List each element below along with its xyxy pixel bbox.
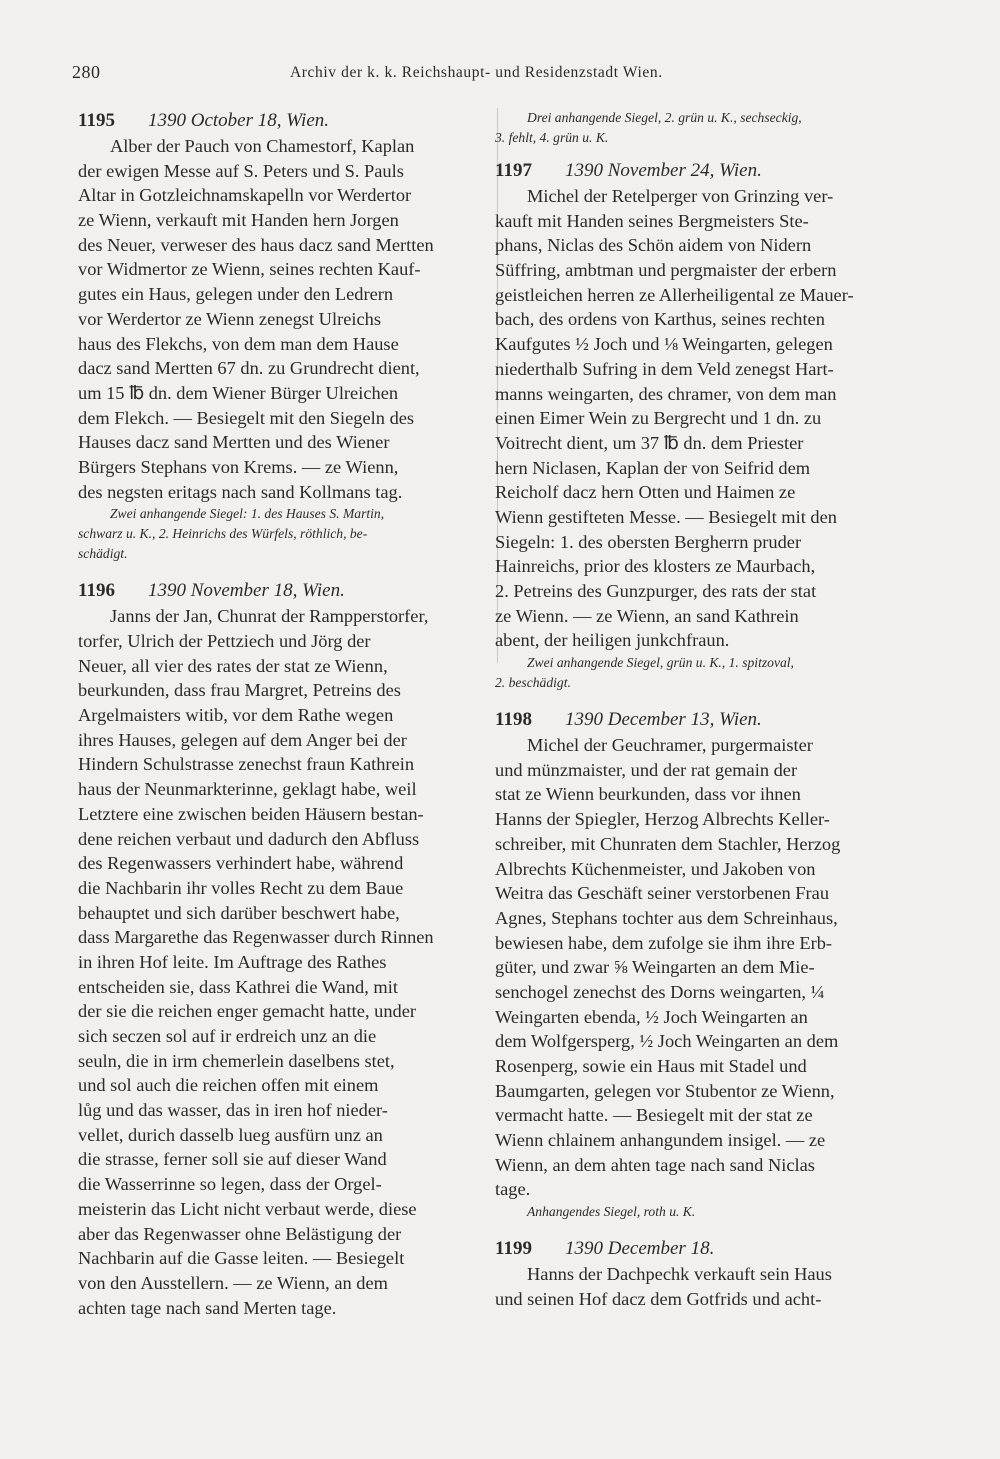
text-line: Albrechts Küchenmeister, und Jakoben von xyxy=(495,858,816,879)
text-line: Michel der Retelperger von Grinzing ver- xyxy=(527,186,834,206)
entry-text xyxy=(78,604,478,1320)
right-column xyxy=(495,108,913,1312)
entry-text xyxy=(495,184,913,653)
text-line: 2. beschädigt. xyxy=(495,675,571,691)
seal-note xyxy=(495,1202,913,1222)
page-header xyxy=(72,62,912,86)
text-line: Hauses dacz sand Mertten und des Wiener xyxy=(78,432,390,453)
text-line: Anhangendes Siegel, roth u. K. xyxy=(527,1204,696,1220)
left-column xyxy=(78,108,478,1320)
text-line: dass Margarethe das Regenwasser durch Rinnen xyxy=(78,927,434,948)
text-line: Drei anhangende Siegel, 2. grün u. K., sechseckig, xyxy=(527,110,802,125)
text-line: vermacht hatte. — Besiegelt mit der stat ze xyxy=(495,1105,813,1126)
text-line: kauft mit Handen seines Bergmeisters Ste- xyxy=(495,210,809,231)
text-line: abent, der heiligen junkchfraun. xyxy=(495,630,730,651)
text-line: 3. fehlt, 4. grün u. K. xyxy=(495,130,609,145)
text-line: bach, des ordens von Karthus, seines rechten xyxy=(495,309,825,330)
text-line: 2. Petreins des Gunzpurger, des rats der stat xyxy=(495,581,817,601)
text-line: vellet, durich dasselb lueg ausfürn unz an xyxy=(78,1124,383,1145)
text-line: Wienn, an dem ahten tage nach sand Niclas xyxy=(495,1154,815,1175)
entry-heading xyxy=(495,1236,913,1262)
text-line: Nachbarin auf die Gasse leiten. — Besiegelt xyxy=(78,1248,405,1269)
text-line: behauptet und sich darüber beschwert habe, xyxy=(78,902,400,923)
text-line: von den Ausstellern. — ze Wienn, an dem xyxy=(78,1272,388,1293)
text-line: schädigt. xyxy=(78,546,128,562)
entry-date: 1390 October 18, Wien. xyxy=(148,110,330,131)
text-line: achten tage nach sand Merten tage. xyxy=(78,1297,337,1318)
text-line: die strasse, ferner soll sie auf dieser Wand xyxy=(78,1149,387,1170)
text-line: niederthalb Sufring in dem Veld zenegst Hart- xyxy=(495,358,834,379)
entry-heading xyxy=(78,578,478,604)
entry-heading xyxy=(495,158,913,184)
text-line: phans, Niclas des Schön aidem von Nidern xyxy=(495,235,812,256)
text-line: ihres Hauses, gelegen auf dem Anger bei der xyxy=(78,729,407,750)
text-line: Hanns der Spiegler, Herzog Albrechts Keller- xyxy=(495,809,830,830)
entry-number: 1199 xyxy=(495,1238,532,1260)
text-line: Wienn gestifteten Messe. — Besiegelt mit den xyxy=(495,506,837,527)
text-line: dene reichen verbaut und dadurch den Abfluss xyxy=(78,828,420,849)
text-line: beurkunden, dass frau Margret, Petreins des xyxy=(78,680,401,701)
text-line: Süffring, ambtman und pergmaister der erbern xyxy=(495,260,837,281)
entry-number: 1198 xyxy=(495,709,532,731)
entry-date: 1390 November 24, Wien. xyxy=(565,160,762,181)
text-line: der ewigen Messe auf S. Peters und S. Pauls xyxy=(78,160,404,181)
text-line: Rosenperg, sowie ein Haus mit Stadel und xyxy=(495,1056,807,1076)
text-line: manns weingarten, des chramer, von dem man xyxy=(495,383,837,404)
entry-heading xyxy=(495,707,913,733)
running-title: Archiv der k. k. Reichshaupt- und Residenzstadt Wien. xyxy=(290,64,663,81)
text-line: Zwei anhangende Siegel: 1. des Hauses S. Martin, xyxy=(110,506,385,522)
text-line: dem Wolfgersperg, ½ Joch Weingarten an dem xyxy=(495,1031,839,1052)
text-line: senchogel zenechst des Dorns weingarten, ¼ xyxy=(495,981,825,1002)
text-line: des negsten eritags nach sand Kollmans tag. xyxy=(78,481,403,502)
entry-date: 1390 December 18. xyxy=(565,1238,715,1260)
entry-1196 xyxy=(78,578,478,1320)
text-line: Wienn chlainem anhangundem insigel. — ze xyxy=(495,1130,826,1151)
text-line: Agnes, Stephans tochter aus dem Schreinhaus, xyxy=(495,907,838,928)
text-line: Weingarten ebenda, ½ Joch Weingarten an xyxy=(495,1006,808,1027)
text-line: Kaufgutes ½ Joch und ⅛ Weingarten, gelegen xyxy=(495,334,833,355)
text-line: vor Werdertor ze Wienn zenegst Ulreichs xyxy=(78,308,381,329)
seal-note-continued xyxy=(495,108,913,148)
text-line: Siegeln: 1. des obersten Bergherrn pruder xyxy=(495,531,802,552)
text-line: Zwei anhangende Siegel, grün u. K., 1. spitzoval, xyxy=(527,655,794,671)
page-number: 280 xyxy=(72,62,101,82)
text-line: lůg und das wasser, das in iren hof nieder- xyxy=(78,1100,388,1121)
text-line: des Neuer, verweser des haus dacz sand Mertten xyxy=(78,234,434,255)
text-line: dacz sand Mertten 67 dn. zu Grundrecht dient, xyxy=(78,358,420,379)
text-line: um 15 ℔ dn. dem Wiener Bürger Ulreichen xyxy=(78,382,399,403)
text-line: geistleichen herren ze Allerheiligental ze Mauer- xyxy=(495,284,854,305)
text-line: Argelmaisters witib, vor dem Rathe wegen xyxy=(78,705,394,726)
text-line: Janns der Jan, Chunrat der Rampperstorfer, xyxy=(110,606,429,627)
text-line: stat ze Wienn beurkunden, dass vor ihnen xyxy=(495,784,801,805)
text-line: tage. xyxy=(495,1179,531,1200)
entry-1198 xyxy=(495,707,913,1222)
entry-1197 xyxy=(495,158,913,693)
text-line: Hindern Schulstrasse zenechst fraun Kathrein xyxy=(78,754,415,775)
text-line: Weitra das Geschäft seiner verstorbenen Frau xyxy=(495,883,830,904)
seal-note xyxy=(495,653,913,693)
text-line: ze Wienn, verkauft mit Handen hern Jorgen xyxy=(78,210,399,231)
entry-date: 1390 December 13, Wien. xyxy=(565,709,762,731)
text-line: Reicholf dacz hern Otten und Haimen ze xyxy=(495,482,796,503)
text-line: bewiesen habe, dem zufolge sie ihm ihre Erb- xyxy=(495,932,833,953)
text-line: haus der Neunmarkterinne, geklagt habe, weil xyxy=(78,779,417,800)
text-line: Hainreichs, prior des klosters ze Maurbach, xyxy=(495,556,816,577)
text-line: und münzmaister, und der rat gemain der xyxy=(495,759,798,780)
text-line: gutes ein Haus, gelegen under den Ledrern xyxy=(78,284,394,305)
text-line: sich seczen sol auf ir erdreich unz an die xyxy=(78,1026,377,1046)
text-line: vor Widmertor ze Wienn, seines rechten Kauf- xyxy=(78,259,421,280)
entry-date: 1390 November 18, Wien. xyxy=(148,580,345,602)
text-line: einen Eimer Wein zu Bergrecht und 1 dn. zu xyxy=(495,408,822,429)
text-line: schwarz u. K., 2. Heinrichs des Würfels, röthlich, be- xyxy=(78,526,368,542)
text-line: Michel der Geuchramer, purgermaister xyxy=(527,735,813,756)
entry-text xyxy=(495,1262,913,1311)
text-line: entscheiden sie, dass Kathrei die Wand, mit xyxy=(78,976,398,997)
text-line: Hanns der Dachpechk verkauft sein Haus xyxy=(527,1264,832,1285)
text-line: aber das Regenwasser ohne Belästigung der xyxy=(78,1223,402,1244)
entry-number: 1195 xyxy=(78,110,115,131)
text-line: seuln, die in irm chemerlein daselbens stet, xyxy=(78,1050,395,1071)
text-line: Alber der Pauch von Chamestorf, Kaplan xyxy=(110,136,415,156)
entry-heading xyxy=(78,108,478,134)
text-line: Baumgarten, gelegen vor Stubentor ze Wienn, xyxy=(495,1080,835,1101)
text-line: torfer, Ulrich der Pettziech und Jörg der xyxy=(78,631,371,651)
text-line: dem Flekch. — Besiegelt mit den Siegeln des xyxy=(78,407,415,428)
entry-text xyxy=(495,733,913,1202)
text-line: die Wasserrinne so legen, dass der Orgel- xyxy=(78,1174,382,1195)
text-line: güter, und zwar ⅝ Weingarten an dem Mie- xyxy=(495,957,815,978)
entry-text xyxy=(78,134,478,504)
text-line: meisterin das Licht nicht verbaut werde, diese xyxy=(78,1198,417,1219)
text-line: Letztere eine zwischen beiden Häusern bestan- xyxy=(78,803,424,824)
text-line: Neuer, all vier des rates der stat ze Wienn, xyxy=(78,655,388,676)
text-line: Voitrecht dient, um 37 ℔ dn. dem Priester xyxy=(495,432,804,453)
text-line: und seinen Hof dacz dem Gotfrids und acht- xyxy=(495,1288,822,1309)
text-line: die Nachbarin ihr volles Recht zu dem Baue xyxy=(78,877,404,898)
entry-number: 1196 xyxy=(78,580,115,602)
text-line: des Regenwassers verhindert habe, während xyxy=(78,853,404,874)
text-line: hern Niclasen, Kaplan der von Seifrid dem xyxy=(495,457,811,478)
seal-note xyxy=(78,504,478,564)
entry-1199 xyxy=(495,1236,913,1311)
text-line: ze Wienn. — ze Wienn, an sand Kathrein xyxy=(495,605,799,626)
entry-number: 1197 xyxy=(495,160,532,181)
text-line: und sol auch die reichen offen mit einem xyxy=(78,1075,379,1096)
text-line: Bürgers Stephans von Krems. — ze Wienn, xyxy=(78,456,399,477)
text-line: in ihren Hof leite. Im Auftrage des Rathes xyxy=(78,951,387,972)
text-line: schreiber, mit Chunraten dem Stachler, Herzog xyxy=(495,833,841,854)
text-line: Altar in Gotzleichnamskapelln vor Werdertor xyxy=(78,185,412,206)
text-line: haus des Flekchs, von dem man dem Hause xyxy=(78,333,399,354)
entry-1195 xyxy=(78,108,478,564)
text-line: der sie die reichen enger gemacht hatte, under xyxy=(78,1001,417,1022)
